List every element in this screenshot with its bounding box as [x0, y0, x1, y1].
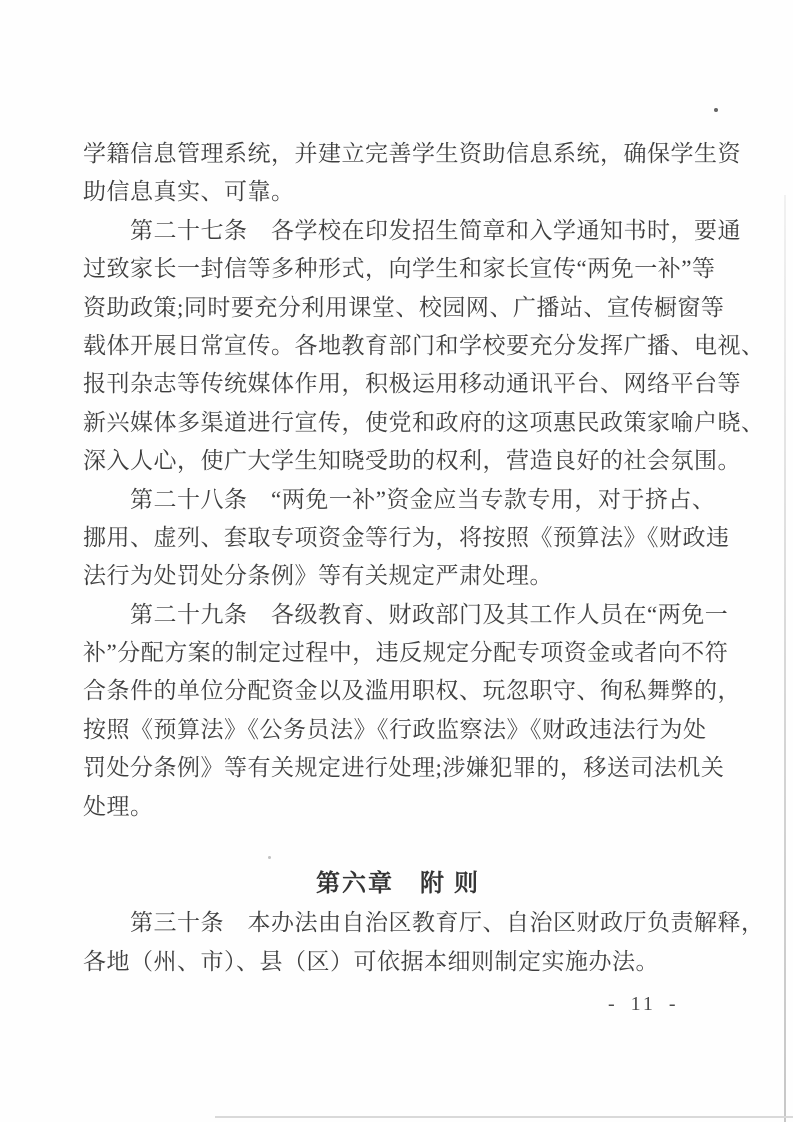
text-line-article-28-start: 第二十八条 “两免一补”资金应当专款专用，对于挤占、: [130, 486, 716, 512]
text-line: 各地（州、市）、县（区）可依据本细则制定实施办法。: [83, 948, 659, 974]
document-body: [83, 135, 765, 981]
text-line: 补”分配方案的制定过程中，违反规定分配专项资金或者向不符: [83, 640, 729, 666]
text-line: 处理。: [83, 793, 154, 819]
text-line: 新兴媒体多渠道进行宣传，使党和政府的这项惠民政策家喻户晓、: [83, 409, 765, 435]
text-line: 载体开展日常宣传。各地教育部门和学校要充分发挥广播、电视、: [83, 332, 765, 358]
text-line: 按照《预算法》《公务员法》《行政监察法》《财政违法行为处: [83, 716, 707, 742]
chapter-heading: 第六章 附 则: [316, 871, 480, 898]
text-line: 助信息真实、可靠。: [83, 179, 295, 205]
text-line: 挪用、虚列、套取专项资金等行为，将按照《预算法》《财政违: [83, 524, 730, 550]
text-line: 资助政策;同时要充分利用课堂、校园网、广播站、宣传橱窗等: [83, 294, 725, 320]
text-line: 罚处分条例》等有关规定进行处理;涉嫌犯罪的，移送司法机关: [83, 755, 725, 781]
text-line: 报刊杂志等传统媒体作用，积极运用移动通讯平台、网络平台等: [83, 371, 741, 397]
text-line: 学籍信息管理系统，并建立完善学生资助信息系统，确保学生资: [83, 141, 741, 166]
scan-speck: [714, 108, 718, 112]
scan-edge-shadow-bottom: [215, 1116, 793, 1118]
text-line: 过致家长一封信等多种形式，向学生和家长宣传“两免一补”等: [83, 256, 716, 282]
text-line: 合条件的单位分配资金以及滥用职权、玩忽职守、徇私舞弊的，: [83, 678, 741, 704]
vertical-spacer: [83, 826, 713, 864]
page-number: - 11 -: [608, 993, 679, 1015]
text-line: 法行为处罚处分条例》等有关规定严肃处理。: [83, 563, 553, 589]
text-line-article-30-start: 第三十条 本办法由自治区教育厅、自治区财政厅负责解释，: [130, 910, 765, 936]
text-line-article-29-start: 第二十九条 各级教育、财政部门及其工作人员在“两免一: [130, 601, 729, 627]
text-line-article-27-start: 第二十七条 各学校在印发招生简章和入学通知书时，要通: [130, 217, 741, 243]
text-line: 深入人心，使广大学生知晓受助的权利，营造良好的社会氛围。: [83, 448, 741, 474]
scan-edge-shadow-right: [784, 195, 786, 1122]
scan-speck: [268, 856, 271, 859]
